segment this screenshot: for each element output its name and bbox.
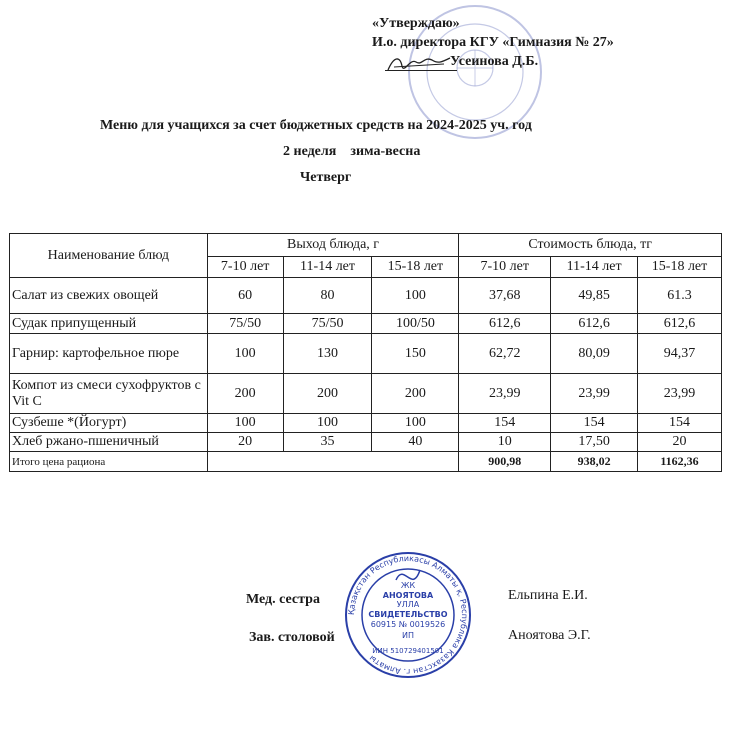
table-cell: 23,99 (638, 374, 722, 414)
stamp-line: ЖК (400, 581, 416, 590)
col-header-name: Наименование блюд (10, 234, 208, 278)
age-header: 11-14 лет (551, 257, 638, 278)
total-cell: 900,98 (459, 452, 551, 472)
dish-name: Гарнир: картофельное пюре (10, 334, 208, 374)
table-cell: 154 (459, 414, 551, 433)
table-cell: 49,85 (551, 278, 638, 314)
canteen-head-name: Аноятова Э.Г. (508, 628, 591, 643)
table-cell: 35 (283, 433, 372, 452)
total-row (10, 452, 722, 472)
table-cell: 23,99 (459, 374, 551, 414)
age-header: 11-14 лет (283, 257, 372, 278)
table-row (10, 334, 722, 374)
menu-table (9, 233, 722, 472)
table-cell: 40 (372, 433, 459, 452)
table-cell: 154 (638, 414, 722, 433)
table-cell: 612,6 (459, 314, 551, 334)
table-cell: 80 (283, 278, 372, 314)
total-cell: 1162,36 (638, 452, 722, 472)
approver-name: Усеинова Д.Б. (450, 54, 539, 69)
col-header-output: Выход блюда, г (207, 234, 459, 257)
table-cell: 150 (372, 334, 459, 374)
table-cell: 94,37 (638, 334, 722, 374)
table-row (10, 374, 722, 414)
stamp-line: 60915 № 0019526 (370, 620, 446, 629)
table-row (10, 433, 722, 452)
total-empty-cell (207, 452, 459, 472)
table-row (10, 278, 722, 314)
table-cell: 17,50 (551, 433, 638, 452)
approval-position: И.о. директора КГУ «Гимназия № 27» (372, 35, 614, 50)
table-cell: 100 (372, 278, 459, 314)
table-cell: 100 (283, 414, 372, 433)
table-cell: 37,68 (459, 278, 551, 314)
stamp-line: АНОЯТОВА (382, 591, 434, 600)
page-title: Меню для учащихся за счет бюджетных средств на 2024-2025 уч. год (100, 118, 532, 133)
table-cell: 612,6 (638, 314, 722, 334)
total-cell: 938,02 (551, 452, 638, 472)
total-label: Итого цена рациона (10, 452, 208, 472)
signature-icon (384, 52, 454, 76)
dish-name: Салат из свежих овощей (10, 278, 208, 314)
table-cell: 75/50 (207, 314, 283, 334)
week-label: 2 неделя зима-весна (283, 144, 421, 159)
stamp-line: ИП (402, 631, 414, 640)
stamp-ring-text: Қазақстан Республикасы Алматы қ. Республика Казахстан г. Алматы (346, 553, 470, 677)
table-cell: 100 (207, 414, 283, 433)
table-cell: 75/50 (283, 314, 372, 334)
nurse-name: Ельпина Е.И. (508, 588, 588, 603)
table-cell: 200 (207, 374, 283, 414)
table-cell: 10 (459, 433, 551, 452)
stamp-line: УЛЛА (396, 600, 420, 609)
dish-name: Сузбеше *(Йогурт) (10, 414, 208, 433)
age-header: 15-18 лет (638, 257, 722, 278)
entrepreneur-stamp-icon (338, 550, 478, 680)
age-header: 7-10 лет (459, 257, 551, 278)
dish-name: Судак припущенный (10, 314, 208, 334)
age-header: 7-10 лет (207, 257, 283, 278)
table-cell: 100/50 (372, 314, 459, 334)
dish-name: Компот из смеси сухофруктов с Vit C (10, 374, 208, 414)
stamp-line: ИИН 510729401501 (372, 647, 444, 655)
table-cell: 154 (551, 414, 638, 433)
table-cell: 62,72 (459, 334, 551, 374)
canteen-head-label: Зав. столовой (249, 630, 335, 645)
nurse-label: Мед. сестра (246, 592, 320, 607)
table-cell: 80,09 (551, 334, 638, 374)
table-cell: 20 (638, 433, 722, 452)
table-cell: 612,6 (551, 314, 638, 334)
col-header-cost: Стоимость блюда, тг (459, 234, 722, 257)
table-cell: 100 (372, 414, 459, 433)
table-cell: 130 (283, 334, 372, 374)
day-label: Четверг (300, 170, 352, 185)
table-cell: 23,99 (551, 374, 638, 414)
table-cell: 100 (207, 334, 283, 374)
table-row (10, 414, 722, 433)
stamp-line: СВИДЕТЕЛЬСТВО (368, 610, 448, 619)
table-cell: 200 (372, 374, 459, 414)
table-cell: 200 (283, 374, 372, 414)
table-cell: 61.3 (638, 278, 722, 314)
age-header: 15-18 лет (372, 257, 459, 278)
table-row (10, 314, 722, 334)
table-cell: 20 (207, 433, 283, 452)
approval-heading: «Утверждаю» (372, 16, 460, 31)
dish-name: Хлеб ржано-пшеничный (10, 433, 208, 452)
table-cell: 60 (207, 278, 283, 314)
